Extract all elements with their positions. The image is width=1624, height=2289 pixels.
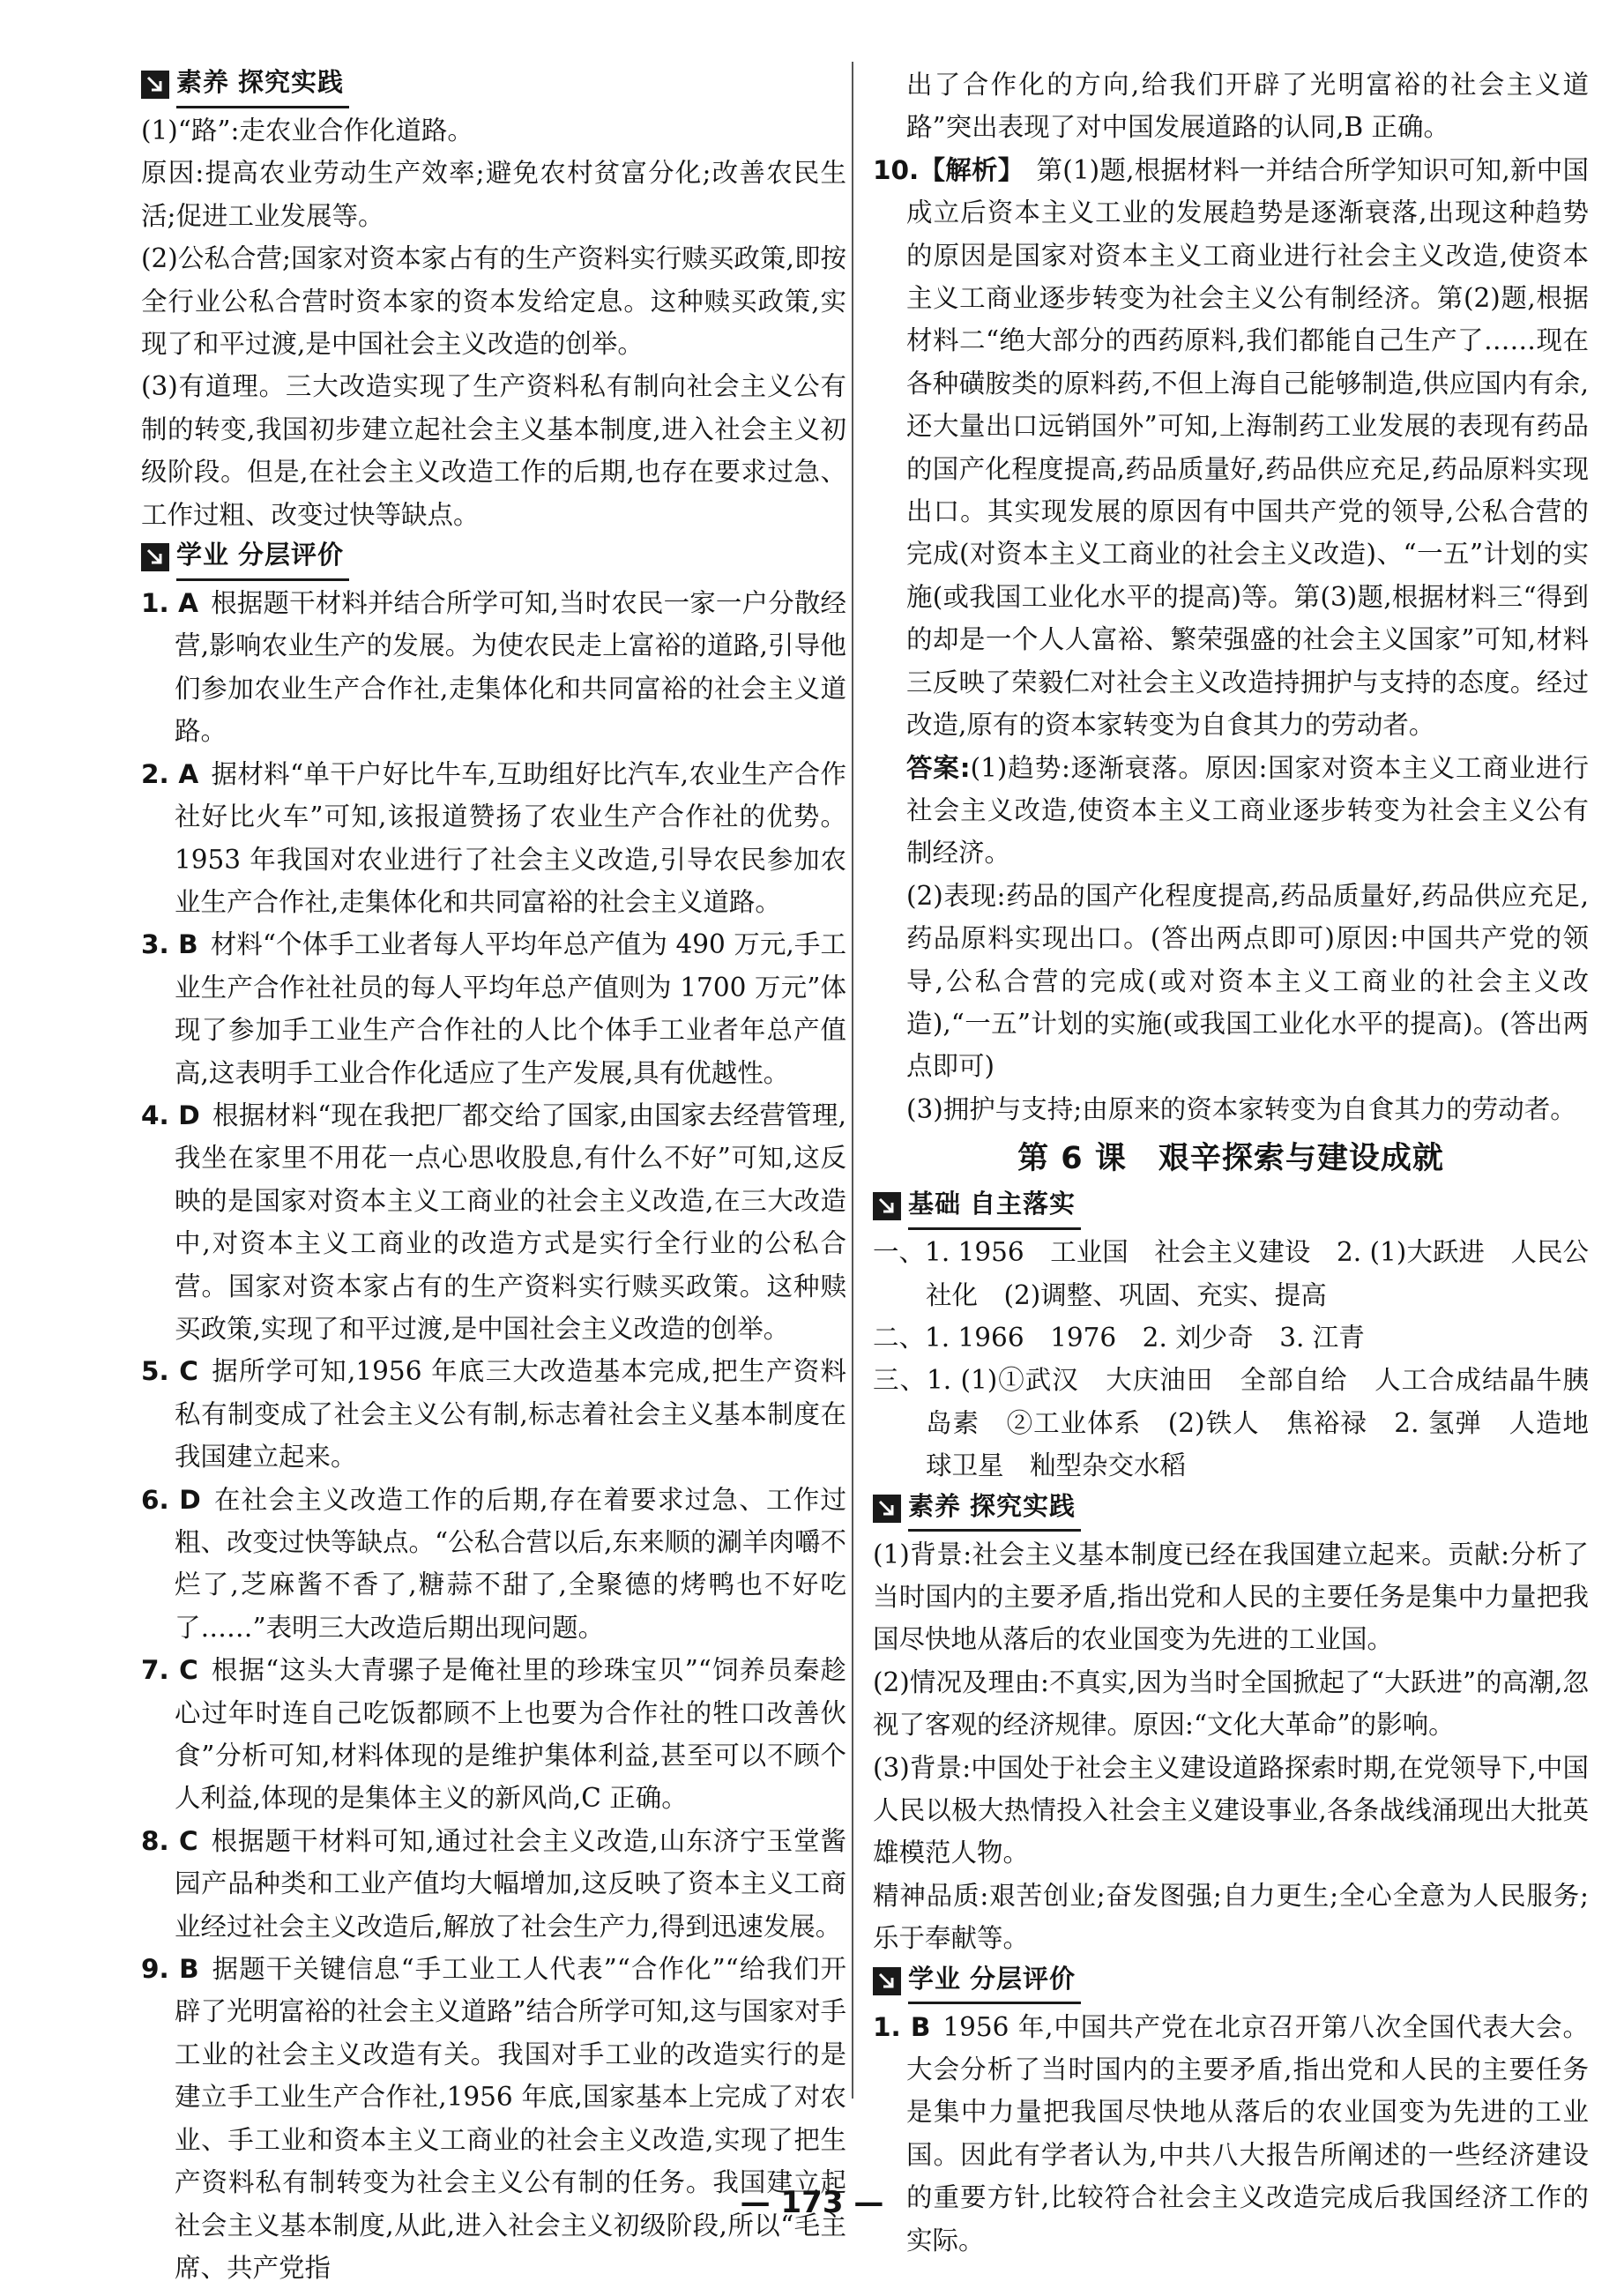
lesson-title: 第 6 课 艰辛探索与建设成就 — [1017, 1141, 1444, 1177]
section-header-evaluation — [141, 540, 846, 575]
section-tag: 基础 — [908, 1189, 962, 1219]
section-tag: 素养 — [176, 67, 230, 98]
answer-item: 1. B 1956 年,中国共产党在北京召开第八次全国代表大会。大会分析了当时国内的主要矛盾,指出党和人民的主要任务是集中力量把我国尽快地从落后的农业国变为先进的工业国。因此有学者认为,中共八大报告所阐述的一些经济建设的重要方针,比较符合社会主义改造完成后我国经济工作的实际。 — [873, 2011, 1589, 2255]
arrow-icon — [141, 71, 169, 99]
page-number: — 173 — — [740, 2185, 884, 2220]
section-header-practice — [141, 67, 846, 102]
paragraph: 原因:提高农业劳动生产效率;避免农村贫富分化;改善农民生活;促进工业发展等。 — [141, 158, 846, 231]
answer-item: 6. D 在社会主义改造工作的后期,存在着要求过急、工作过粗、改变过快等缺点。“公私合营以后,东来顺的涮羊肉嚼不烂了,芝麻酱不香了,糖蒜不甜了,全聚德的烤鸭也不好吃了……”表明三大改造后期出现问题。 — [141, 1484, 846, 1643]
arrow-icon — [873, 1192, 901, 1220]
arrow-icon — [873, 1967, 901, 1995]
arrow-icon — [141, 543, 169, 571]
paragraph: (3)有道理。三大改造实现了生产资料私有制向社会主义公有制的转变,我国初步建立起社会主义基本制度,进入社会主义初级阶段。但是,在社会主义改造工作的后期,也存在要求过急、工作过粗、改变过快等缺点。 — [141, 371, 846, 530]
section-title: 自主落实 — [970, 1189, 1076, 1219]
answer-item: 1. A 根据题干材料并结合所学可知,当时农民一家一户分散经营,影响农业生产的发展。为使农民走上富裕的道路,引导他们参加农业生产合作社,走集体化和共同富裕的社会主义道路。 — [141, 588, 846, 747]
section-title: 探究实践 — [970, 1490, 1076, 1521]
left-column — [141, 63, 846, 2289]
paragraph: (3)背景:中国处于社会主义建设道路探索时期,在党领导下,中国人民以极大热情投入社会主义建设事业,各条战线涌现出大批英雄模范人物。 — [873, 1752, 1589, 1868]
column-divider — [852, 62, 853, 2099]
section-header-evaluation-2 — [873, 1964, 1589, 1999]
answer-item: 9. B 据题干关键信息“手工业工人代表”“合作化”“给我们开辟了光明富裕的社会主义道路”结合所学可知,这与国家对手工业的社会主义改造有关。我国对手工业的改造实行的是建立手工业生产合作社,1956 年底,国家基本上完成了对农业、手工业和资本主义工商业的社会主义改造,实现了把生产资料私有制转变为社会主义公有制的任务。我国建立起社会主义基本制度,从此,进入社会主义初级阶段,所以“毛主席、共产党指 — [141, 1954, 846, 2283]
section-title: 分层评价 — [970, 1963, 1076, 1994]
paragraph: 精神品质:艰苦创业;奋发图强;自力更生;全心全意为人民服务;乐于奉献等。 — [873, 1880, 1589, 1954]
section-title: 分层评价 — [238, 540, 345, 570]
section-header-basics — [873, 1189, 1589, 1224]
section-tag: 素养 — [908, 1490, 962, 1521]
answer-item: 7. C 根据“这头大青骡子是俺社里的珍珠宝贝”“饲养员秦趁心过年时连自己吃饭都顾不上也要为合作社的牲口改善伙食”分析可知,材料体现的是维护集体利益,甚至可以不顾个人利益,体现的是集体主义的新风尚,C 正确。 — [141, 1655, 846, 1814]
section-tag: 学业 — [908, 1963, 962, 1994]
answer-key-line: (2)表现:药品的国产化程度提高,药品质量好,药品供应充足,药品原料实现出口。(答出两点即可)原因:中国共产党的领导,公私合营的完成(或对资本主义工商业的社会主义改造),“一五”计划的实施(或我国工业化水平的提高)。(答出两点即可) — [906, 880, 1589, 1082]
right-column — [873, 63, 1589, 2262]
answer-item: 2. A 据材料“单干户好比牛车,互助组好比汽车,农业生产合作社好比火车”可知,该报道赞扬了农业生产合作社的优势。1953 年我国对农业进行了社会主义改造,引导农民参加农业生产合作社,走集体化和共同富裕的社会主义道路。 — [141, 758, 846, 917]
paragraph: (2)情况及理由:不真实,因为当时全国掀起了“大跃进”的高潮,忽视了客观的经济规律。原因:“文化大革命”的影响。 — [873, 1666, 1589, 1741]
continued-paragraph: 出了合作化的方向,给我们开辟了光明富裕的社会主义道路”突出表现了对中国发展道路的认同,B 正确。 — [906, 70, 1589, 143]
answer-item-10: 10.【解析】 第(1)题,根据材料一并结合所学知识可知,新中国成立后资本主义工业的发展趋势是逐渐衰落,出现这种趋势的原因是国家对资本主义工商业进行社会主义改造,使资本主义工商业逐步转变为社会主义公有制经济。第(2)题,根据材料二“绝大部分的西药原料,我们都能自己生产了……现在各种磺胺类的原料药,不但上海自己能够制造,供应国内有余,还大量出口远销国外”可知,上海制药工业发展的表现有药品的国产化程度提高,药品质量好,药品供应充足,药品原料实现出口。其实现发展的原因有中国共产党的领导,公私合营的完成(对资本主义工商业的社会主义改造)、“一五”计划的实施(或我国工业化水平的提高)等。第(3)题,根据材料三“得到的却是一个人人富裕、繁荣强盛的社会主义国家”可知,材料三反映了荣毅仁对社会主义改造持拥护与支持的态度。经过改造,原有的资本家转变为自食其力的劳动者。 — [873, 154, 1589, 741]
section-tag: 学业 — [176, 540, 230, 570]
arrow-icon — [873, 1495, 901, 1523]
answer-item: 8. C 根据题干材料可知,通过社会主义改造,山东济宁玉堂酱园产品种类和工业产值均大幅增加,这反映了资本主义工商业经过社会主义改造后,解放了社会生产力,得到迅速发展。 — [141, 1825, 846, 1942]
section-header-practice-2 — [873, 1491, 1589, 1526]
paragraph: (1)“路”:走农业合作化道路。 — [141, 116, 473, 145]
basics-line: 一、1. 1956 工业国 社会主义建设 2. (1)大跃进 人民公社化 (2)调整、巩固、充实、提高 — [873, 1237, 1589, 1310]
paragraph: (2)公私合营;国家对资本家占有的生产资料实行赎买政策,即按全行业公私合营时资本家的资本发给定息。这种赎买政策,实现了和平过渡,是中国社会主义改造的创举。 — [141, 243, 846, 360]
answer-key-line: (3)拥护与支持;由原来的资本家转变为自食其力的劳动者。 — [906, 1093, 1576, 1124]
answer-key: 答案:(1)趋势:逐渐衰落。原因:国家对资本主义工商业进行社会主义改造,使资本主义工商业逐步转变为社会主义公有制经济。 — [906, 752, 1589, 869]
section-title: 探究实践 — [238, 67, 345, 98]
answer-item: 5. C 据所学可知,1956 年底三大改造基本完成,把生产资料私有制变成了社会主义公有制,标志着社会主义基本制度在我国建立起来。 — [141, 1356, 846, 1473]
answer-item: 3. B 材料“个体手工业者每人平均年总产值为 490 万元,手工业生产合作社社员的每人平均年总产值则为 1700 万元”体现了参加手工业生产合作社的人比个体手工业者年总产值高,这表明手工业合作化适应了生产发展,具有优越性。 — [141, 929, 846, 1088]
basics-line: 三、1. (1)①武汉 大庆油田 全部自给 人工合成结晶牛胰岛素 ②工业体系 (2)铁人 焦裕禄 2. 氢弹 人造地球卫星 籼型杂交水稻 — [873, 1365, 1589, 1481]
paragraph: (1)背景:社会主义基本制度已经在我国建立起来。贡献:分析了当时国内的主要矛盾,指出党和人民的主要任务是集中力量把我国尽快地从落后的农业国变为先进的工业国。 — [873, 1539, 1589, 1655]
answer-item: 4. D 根据材料“现在我把厂都交给了国家,由国家去经营管理,我坐在家里不用花一点心思收股息,有什么不好”可知,这反映的是国家对资本主义工商业的社会主义改造,在三大改造中,对资本主义工商业的改造方式是实行全行业的公私合营。国家对资本家占有的生产资料实行赎买政策。这种赎买政策,实现了和平过渡,是中国社会主义改造的创举。 — [141, 1100, 846, 1344]
basics-line: 二、1. 1966 1976 2. 刘少奇 3. 江青 — [873, 1322, 1365, 1353]
